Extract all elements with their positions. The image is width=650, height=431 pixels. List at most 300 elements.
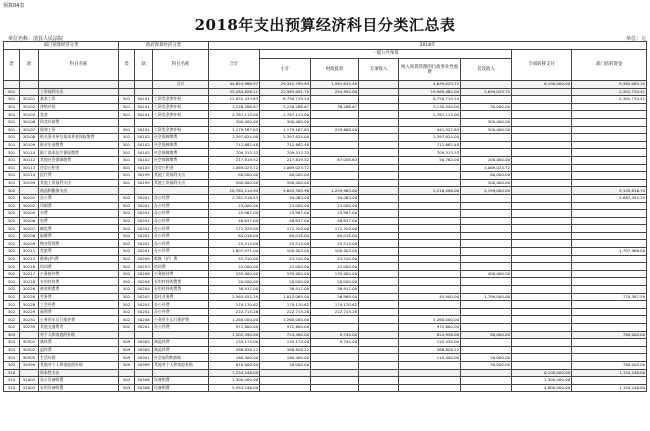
table-cell: 26,969.00 xyxy=(311,293,359,301)
table-cell: 绩效工资 xyxy=(39,126,119,134)
table-cell: 302 xyxy=(4,286,20,294)
table-cell xyxy=(359,111,399,119)
header-total: 合计 xyxy=(209,50,260,81)
table-cell: 48,637.00 xyxy=(209,217,260,225)
page-title: 2018年支出预算经济科目分类汇总表 xyxy=(194,16,456,34)
table-cell: 502 xyxy=(119,202,135,210)
table-cell: 501 xyxy=(119,156,135,164)
table-cell: 25,513.00 xyxy=(260,240,311,248)
table-cell: 50201 xyxy=(135,232,153,240)
table-cell xyxy=(512,202,572,210)
table-cell: 501 xyxy=(119,126,135,134)
table-cell: 2,761,516.53 xyxy=(209,194,260,202)
table-cell xyxy=(359,118,399,126)
table-cell: 50201 xyxy=(135,301,153,309)
table-cell xyxy=(359,96,399,104)
table-cell: 48,637.00 xyxy=(260,217,311,225)
table-cell: 50102 xyxy=(135,156,153,164)
table-cell xyxy=(399,164,461,172)
table-cell: 办公经费 xyxy=(153,324,209,332)
table-cell: 509 xyxy=(119,346,135,354)
table-cell: 301 xyxy=(4,149,20,157)
table-cell: 22,000.00 xyxy=(209,263,260,271)
table-cell: 172,329.00 xyxy=(260,225,311,233)
table-cell: 30399 xyxy=(20,361,39,369)
table-cell xyxy=(359,354,399,362)
table-cell xyxy=(311,149,359,157)
table-cell: 19,969,082.00 xyxy=(399,88,461,96)
table-cell: 50201 xyxy=(135,240,153,248)
table-cell: 50101 xyxy=(135,103,153,111)
table-cell xyxy=(359,240,399,248)
table-row xyxy=(4,88,647,96)
table-cell xyxy=(135,81,153,89)
table-cell: 125,430.00 xyxy=(399,339,461,347)
table-row xyxy=(4,164,647,172)
table-cell xyxy=(399,301,461,309)
table-cell: 水费 xyxy=(39,210,119,218)
table-cell xyxy=(4,81,20,89)
table-cell xyxy=(512,346,572,354)
table-cell: 302 xyxy=(4,270,20,278)
table-cell xyxy=(572,210,647,218)
table-cell: 合计 xyxy=(153,81,209,89)
table-cell: 被装购置费 xyxy=(39,286,119,294)
table-cell: 30218 xyxy=(20,278,39,286)
table-cell: 1,260,000.00 xyxy=(209,316,260,324)
table-cell: 资本性支出 xyxy=(39,369,119,377)
table-cell xyxy=(572,172,647,180)
table-cell: 302 xyxy=(4,232,20,240)
table-row xyxy=(4,172,647,180)
table-cell: 50201 xyxy=(135,248,153,256)
table-cell: 50206 xyxy=(135,270,153,278)
table-cell: 工资奖金津补贴 xyxy=(153,126,209,134)
table-cell: 30208 xyxy=(20,232,39,240)
table-row xyxy=(4,316,647,324)
table-cell: 709,313.33 xyxy=(209,149,260,157)
table-cell: 50306 xyxy=(135,377,153,385)
table-cell xyxy=(461,232,512,240)
table-cell: 6,100,000.00 xyxy=(512,81,572,89)
table-cell xyxy=(359,225,399,233)
table-row xyxy=(4,225,647,233)
table-cell xyxy=(512,263,572,271)
table-cell: 办公经费 xyxy=(153,240,209,248)
table-cell: 30,000.00 xyxy=(461,103,512,111)
table-cell xyxy=(399,232,461,240)
table-cell: 302 xyxy=(4,278,20,286)
table-cell xyxy=(572,255,647,263)
table-cell: 30206 xyxy=(20,217,39,225)
table-cell xyxy=(512,301,572,309)
table-cell: 培训费 xyxy=(153,263,209,271)
table-cell: 20,000.00 xyxy=(311,278,359,286)
table-cell xyxy=(572,324,647,332)
table-cell xyxy=(572,179,647,187)
table-cell: 64,018.00 xyxy=(260,232,311,240)
table-cell: 501 xyxy=(119,149,135,157)
table-cell: 222,713.28 xyxy=(209,308,260,316)
header-dept-fund: 部门结转资金 xyxy=(572,50,647,81)
table-cell xyxy=(512,134,572,142)
table-cell: 2,301,734.41 xyxy=(572,88,647,96)
table-cell: 办公经费 xyxy=(153,248,209,256)
table-cell xyxy=(359,369,399,377)
table-cell: 38,917.00 xyxy=(209,286,260,294)
table-cell: 30228 xyxy=(20,301,39,309)
table-row xyxy=(4,248,647,256)
table-cell: 2,397,824.00 xyxy=(260,134,311,142)
table-row xyxy=(4,301,647,309)
table-cell: 300,000.00 xyxy=(461,118,512,126)
table-cell: 25,967.00 xyxy=(311,210,359,218)
table-cell xyxy=(461,308,512,316)
table-cell: 31002 xyxy=(20,377,39,385)
table-cell: 办公经费 xyxy=(153,194,209,202)
table-cell: 社会保障缴费 xyxy=(153,149,209,157)
table-cell: 2,767,113.00 xyxy=(399,111,461,119)
table-cell xyxy=(153,88,209,96)
table-cell: 301 xyxy=(4,126,20,134)
table-cell: 302 xyxy=(4,217,20,225)
table-cell: 388,826.22 xyxy=(399,346,461,354)
table-cell: 502 xyxy=(119,194,135,202)
table-cell xyxy=(311,96,359,104)
table-cell: 50199 xyxy=(135,179,153,187)
table-cell: 50901 xyxy=(135,354,153,362)
table-cell xyxy=(461,248,512,256)
table-cell xyxy=(359,377,399,385)
header-name-2: 科目名称 xyxy=(153,50,209,81)
table-cell: 30211 xyxy=(20,248,39,256)
table-cell xyxy=(359,202,399,210)
table-cell: 302 xyxy=(4,293,20,301)
table-cell: 30,000.00 xyxy=(260,361,311,369)
table-cell xyxy=(461,286,512,294)
table-cell xyxy=(399,384,461,392)
table-cell xyxy=(572,377,647,385)
table-cell: 80,000.00 xyxy=(260,172,311,180)
table-cell: 办公设备购置 xyxy=(39,377,119,385)
table-row xyxy=(4,232,647,240)
table-cell xyxy=(572,225,647,233)
table-cell: 502 xyxy=(119,316,135,324)
table-cell: 住房公积金 xyxy=(153,164,209,172)
table-cell xyxy=(359,286,399,294)
table-cell xyxy=(572,134,647,142)
table-cell: 2,767,113.00 xyxy=(209,111,260,119)
table-cell: 501 xyxy=(119,134,135,142)
table-cell: 229,668.00 xyxy=(311,126,359,134)
table-cell xyxy=(359,346,399,354)
table-cell: 502 xyxy=(119,278,135,286)
table-cell: 100,003.00 xyxy=(260,248,311,256)
table-cell: 商品和服务支出 xyxy=(39,187,119,195)
table-cell xyxy=(399,255,461,263)
table-cell: 30209 xyxy=(20,240,39,248)
table-cell: 其他交通费用 xyxy=(39,324,119,332)
table-cell xyxy=(135,331,153,339)
table-cell xyxy=(20,369,39,377)
table-cell: 172,329.00 xyxy=(209,225,260,233)
table-cell xyxy=(20,331,39,339)
table-cell xyxy=(311,179,359,187)
table-cell: 3,130,940.00 xyxy=(399,103,461,111)
table-cell: 社会福利和救助 xyxy=(153,354,209,362)
table-cell: 502 xyxy=(119,293,135,301)
table-row xyxy=(4,286,647,294)
table-cell xyxy=(311,111,359,119)
table-cell xyxy=(311,369,359,377)
table-body xyxy=(4,81,647,392)
table-row xyxy=(4,331,647,339)
table-cell xyxy=(572,103,647,111)
table-cell: 12,052,433.63 xyxy=(209,96,260,104)
table-cell xyxy=(399,263,461,271)
table-cell: 办公经费 xyxy=(153,308,209,316)
table-cell: 302 xyxy=(4,240,20,248)
table-cell: 专用材料购置费 xyxy=(153,278,209,286)
table-row xyxy=(4,369,647,377)
table-cell: 535,000.00 xyxy=(260,270,311,278)
table-cell xyxy=(153,331,209,339)
table-cell xyxy=(359,164,399,172)
table-cell xyxy=(512,141,572,149)
table-cell: 30101 xyxy=(20,96,39,104)
table-cell xyxy=(572,308,647,316)
table-cell: 100,003.00 xyxy=(311,248,359,256)
table-cell xyxy=(461,210,512,218)
header-year: 2018年 xyxy=(209,42,647,50)
table-cell xyxy=(512,270,572,278)
table-cell: 301 xyxy=(4,118,20,126)
table-cell: 30106 xyxy=(20,118,39,126)
table-cell: 388,826.22 xyxy=(260,346,311,354)
table-cell: 302 xyxy=(4,308,20,316)
table-cell xyxy=(512,240,572,248)
table-row xyxy=(4,308,647,316)
table-cell xyxy=(359,263,399,271)
table-cell xyxy=(359,179,399,187)
table-cell: 2,667,455.15 xyxy=(572,194,647,202)
table-cell xyxy=(512,164,572,172)
table-cell xyxy=(359,361,399,369)
table-cell xyxy=(572,149,647,157)
table-row xyxy=(4,103,647,111)
table-cell: 1,300,000.00 xyxy=(512,377,572,385)
table-cell xyxy=(359,255,399,263)
table-cell: 179,170.62 xyxy=(260,301,311,309)
table-cell: 公务接待费 xyxy=(153,270,209,278)
table-cell xyxy=(461,81,512,89)
table-cell xyxy=(461,240,512,248)
table-cell: 709,313.33 xyxy=(260,149,311,157)
table-cell: 303 xyxy=(4,354,20,362)
table-cell xyxy=(260,384,311,392)
table-cell: 302 xyxy=(4,301,20,309)
table-cell xyxy=(572,126,647,134)
table-cell: 502 xyxy=(119,225,135,233)
table-row xyxy=(4,210,647,218)
table-cell xyxy=(311,118,359,126)
table-cell: 509 xyxy=(119,361,135,369)
table-cell: 1,154,246.00 xyxy=(572,369,647,377)
header-special: 专项收入 xyxy=(359,59,399,81)
table-row xyxy=(4,179,647,187)
table-cell xyxy=(512,88,572,96)
table-cell xyxy=(572,111,647,119)
table-cell: 50905 xyxy=(135,346,153,354)
table-cell: 30205 xyxy=(20,210,39,218)
table-cell: 维修（护）费 xyxy=(153,255,209,263)
table-cell: 50199 xyxy=(135,172,153,180)
table-cell: 500,000.00 xyxy=(461,126,512,134)
table-cell xyxy=(359,339,399,347)
table-cell: 500,000.00 xyxy=(209,179,260,187)
table-cell xyxy=(399,210,461,218)
table-cell: 301 xyxy=(4,179,20,187)
table-cell: 30102 xyxy=(20,103,39,111)
table-cell xyxy=(512,225,572,233)
table-cell: 25,284,826.11 xyxy=(209,88,260,96)
table-cell: 离退休费 xyxy=(153,346,209,354)
table-cell: 509 xyxy=(119,339,135,347)
table-cell: 400,000.00 xyxy=(461,270,512,278)
table-cell: 502 xyxy=(119,308,135,316)
table-cell: 38,266.67 xyxy=(311,103,359,111)
table-cell xyxy=(512,255,572,263)
table-cell: 30202 xyxy=(20,202,39,210)
table-cell: 伙食补助费 xyxy=(39,118,119,126)
table-cell xyxy=(572,164,647,172)
table-cell: 办公经费 xyxy=(153,301,209,309)
table-cell: 441,527.63 xyxy=(399,126,461,134)
table-cell: 50102 xyxy=(135,134,153,142)
table-cell: 办公费 xyxy=(39,194,119,202)
table-cell xyxy=(512,103,572,111)
table-cell: 2,659,023.72 xyxy=(461,88,512,96)
table-cell xyxy=(311,141,359,149)
table-cell xyxy=(399,308,461,316)
table-cell xyxy=(461,384,512,392)
table-cell xyxy=(119,187,135,195)
table-cell xyxy=(311,164,359,172)
table-cell xyxy=(461,377,512,385)
table-cell xyxy=(311,172,359,180)
table-cell: 50205 xyxy=(135,293,153,301)
table-cell: 502 xyxy=(119,324,135,332)
header-fine: 罚没收入 xyxy=(461,59,512,81)
table-row xyxy=(4,361,647,369)
table-cell xyxy=(359,156,399,164)
table-cell xyxy=(461,202,512,210)
table-cell: 25,513.00 xyxy=(311,240,359,248)
table-cell: 医疗费 xyxy=(39,172,119,180)
table-cell: 100,000.00 xyxy=(461,156,512,164)
table-cell xyxy=(311,384,359,392)
table-cell: 501 xyxy=(119,172,135,180)
table-cell: 501 xyxy=(119,179,135,187)
table-cell xyxy=(399,179,461,187)
table-cell: 离退休费 xyxy=(153,339,209,347)
table-cell xyxy=(359,308,399,316)
table-row xyxy=(4,134,647,142)
table-cell: 奖金 xyxy=(39,111,119,119)
table-cell xyxy=(399,225,461,233)
table-cell xyxy=(399,202,461,210)
table-cell: 1,069,023.72 xyxy=(209,164,260,172)
table-cell xyxy=(260,369,311,377)
table-cell: 30199 xyxy=(20,179,39,187)
table-cell: 公务接待费 xyxy=(39,270,119,278)
header-transfer: 专项转移支付 xyxy=(512,50,572,81)
table-cell: 22,000.00 xyxy=(260,263,311,271)
table-row xyxy=(4,96,647,104)
table-cell: 509 xyxy=(119,354,135,362)
table-cell: 4,800,000.00 xyxy=(512,384,572,392)
table-cell xyxy=(399,118,461,126)
table-cell: 对个人和家庭的补助 xyxy=(39,331,119,339)
table-cell: 64,018.00 xyxy=(209,232,260,240)
table-row xyxy=(4,263,647,271)
table-cell xyxy=(572,118,647,126)
table-row xyxy=(4,339,647,347)
table-cell: 福利费 xyxy=(39,308,119,316)
table-cell: 2,397,824.00 xyxy=(399,134,461,142)
table-cell: 50204 xyxy=(135,286,153,294)
table-cell: 172,329.00 xyxy=(311,225,359,233)
table-cell: 303 xyxy=(4,346,20,354)
table-cell xyxy=(512,111,572,119)
table-cell xyxy=(572,141,647,149)
unit-label: 单位：元 xyxy=(625,36,646,42)
table-cell xyxy=(512,293,572,301)
table-cell: 50306 xyxy=(135,384,153,392)
table-cell xyxy=(461,369,512,377)
table-cell xyxy=(512,210,572,218)
table-row xyxy=(4,354,647,362)
table-cell: 50905 xyxy=(135,339,153,347)
header-gov-class: 政府预算经济分类 xyxy=(119,42,209,50)
table-row xyxy=(4,293,647,301)
table-cell: 301 xyxy=(4,111,20,119)
table-cell xyxy=(572,286,647,294)
table-cell: 30217 xyxy=(20,270,39,278)
table-cell: 310 xyxy=(4,384,20,392)
table-cell: 179,170.62 xyxy=(311,301,359,309)
table-cell: 770,387.59 xyxy=(572,293,647,301)
table-cell: 501 xyxy=(119,111,135,119)
table-cell: 502 xyxy=(119,210,135,218)
table-cell xyxy=(20,88,39,96)
table-cell: 502 xyxy=(119,270,135,278)
table-cell: 301 xyxy=(4,164,20,172)
table-cell: 302 xyxy=(4,316,20,324)
table-cell: 社会保障缴费 xyxy=(153,141,209,149)
table-cell: 50208 xyxy=(135,316,153,324)
table-cell: 502 xyxy=(119,263,135,271)
table-cell: 502 xyxy=(119,232,135,240)
table-cell: 179,170.62 xyxy=(209,301,260,309)
table-cell: 30301 xyxy=(20,339,39,347)
table-cell xyxy=(359,134,399,142)
table-cell: 差旅费 xyxy=(39,248,119,256)
table-cell xyxy=(461,217,512,225)
table-cell: 专用设备购置 xyxy=(39,384,119,392)
table-cell: 职工基本医疗保险缴费 xyxy=(39,149,119,157)
table-cell: 30226 xyxy=(20,293,39,301)
